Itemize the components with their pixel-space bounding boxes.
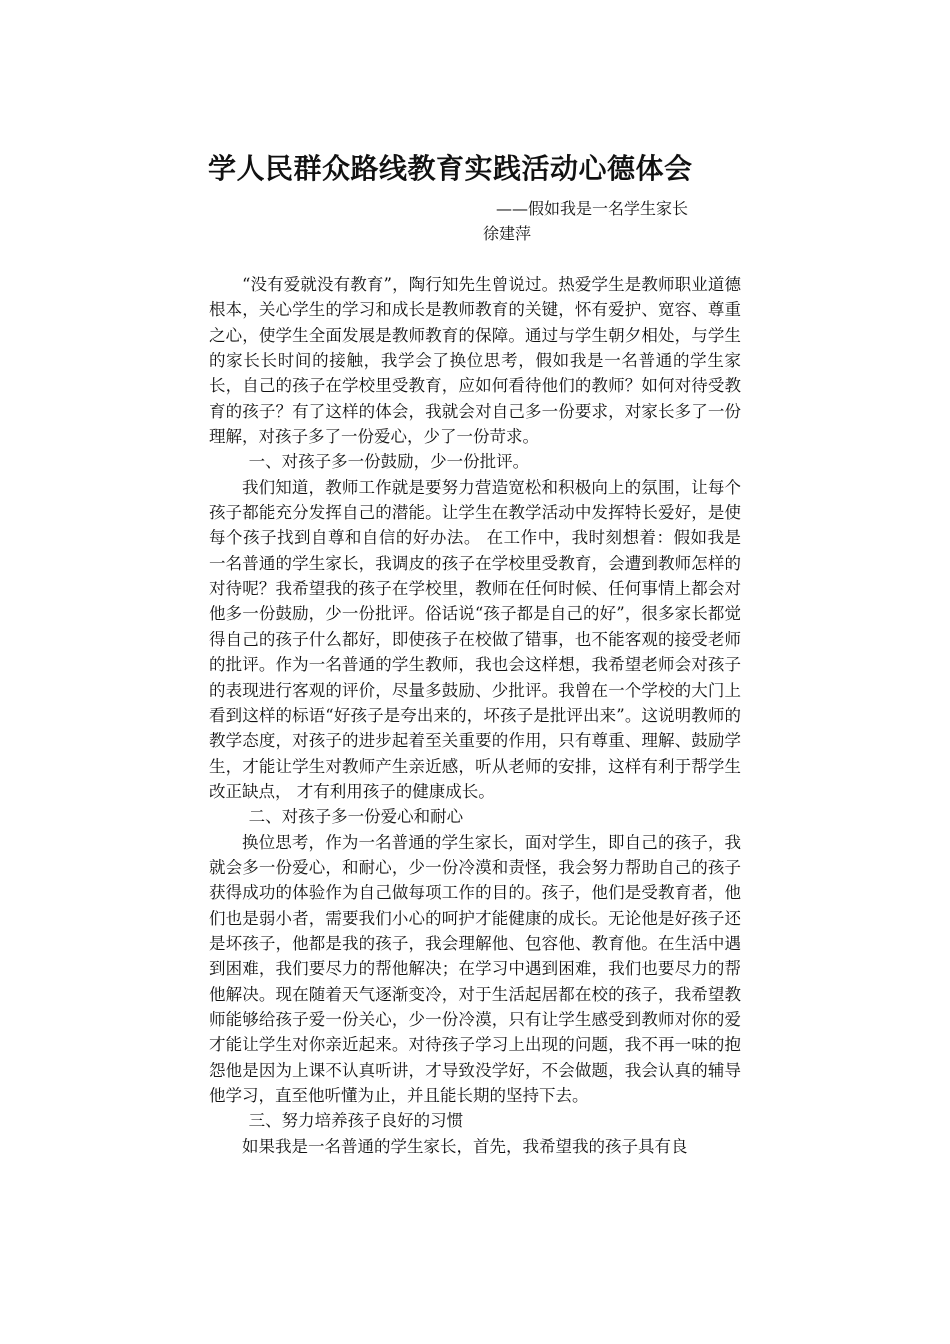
- section-paragraph-1: 我们知道，教师工作就是要努力营造宽松和积极向上的氛围，让每个孩子都能充分发挥自己的潜能。让学生在教学活动中发挥特长爱好，是使每个孩子找到自尊和自信的好办法。 在工作中，我时刻想着：假如我是一名普通的学生家长，我调皮的孩子在学校里受教育，会遭到教师怎样的对待呢？我希望我的孩子在学校里，教师在任何时候、任何事情上都会对他多一份鼓励，少一份批评。俗话说“孩子都是自己的好”，很多家长都觉得自己的孩子什么都好，即使孩子在校做了错事，也不能客观的接受老师的批评。作为一名普通的学生教师，我也会这样想，我希望老师会对孩子的表现进行客观的评价，尽量多鼓励、少批评。我曾在一个学校的大门上看到这样的标语“好孩子是夸出来的，坏孩子是批评出来”。这说明教师的教学态度，对孩子的进步起着至关重要的作用，只有尊重、理解、鼓励学生，才能让学生对教师产生亲近感，听从老师的安排，这样有利于帮学生改正缺点， 才有利用孩子的健康成长。: [209, 477, 741, 801]
- document-author: 徐建萍: [483, 224, 532, 243]
- section-heading-1: 一、对孩子多一份鼓励，少一份批评。: [248, 452, 530, 472]
- document-title: 学人民群众路线教育实践活动心德体会: [208, 152, 693, 185]
- intro-paragraph: “没有爱就没有教育”，陶行知先生曾说过。热爱学生是教师职业道德根本，关心学生的学习和成长是教师教育的关键，怀有爱护、宽容、尊重之心，使学生全面发展是教师教育的保障。通过与学生朝夕相处，与学生的家长长时间的接触，我学会了换位思考，假如我是一名普通的学生家长，自己的孩子在学校里受教育，应如何看待他们的教师？如何对待受教育的孩子？有了这样的体会，我就会对自己多一份要求，对家长多了一份理解，对孩子多了一份爱心，少了一份苛求。: [209, 275, 741, 447]
- document-subtitle: ——假如我是一名学生家长: [496, 199, 689, 218]
- section-paragraph-2: 换位思考，作为一名普通的学生家长，面对学生，即自己的孩子，我就会多一份爱心，和耐心，少一份冷漠和责怪，我会努力帮助自己的孩子获得成功的体验作为自己做每项工作的目的。孩子，他们是受教育者，他们也是弱小者，需要我们小心的呵护才能健康的成长。无论他是好孩子还是坏孩子，他都是我的孩子，我会理解他、包容他、教育他。在生活中遇到困难，我们要尽力的帮他解决；在学习中遇到困难，我们也要尽力的帮他解决。现在随着天气逐渐变冷，对于生活起居都在校的孩子，我希望教师能够给孩子爱一份关心，少一份冷漠，只有让学生感受到教师对你的爱才能让学生对你亲近起来。对待孩子学习上出现的问题，我不再一味的抱怨他是因为上课不认真听讲，才导致没学好，不会做题，我会认真的辅导他学习，直至他听懂为止，并且能长期的坚持下去。: [209, 832, 741, 1105]
- section-heading-2: 二、对孩子多一份爱心和耐心: [248, 807, 464, 827]
- section-paragraph-3: 如果我是一名普通的学生家长，首先，我希望我的孩子具有良: [242, 1136, 688, 1156]
- section-heading-3: 三、努力培养孩子良好的习惯: [248, 1111, 464, 1131]
- document-body: [209, 272, 741, 1159]
